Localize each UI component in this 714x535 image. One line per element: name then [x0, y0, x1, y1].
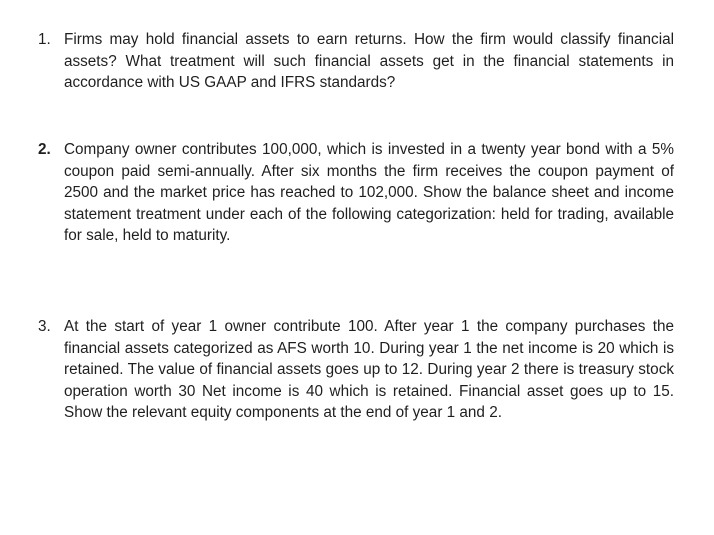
question-2-text: Company owner contributes 100,000, which is invested in a twenty year bond with a 5% coupon paid semi-annually. After six months the firm receives the coupon payment of 2500 and the market price has reached to 102,000. Show the balance sheet and income statement treatment under each of the following categorization: held for trading, available for sale, held to maturity. — [64, 141, 674, 245]
question-2 — [38, 139, 674, 247]
question-3-number: 3. — [38, 318, 51, 335]
question-3-text: At the start of year 1 owner contribute 100. After year 1 the company purchases the financial assets categorized as AFS worth 10. During year 1 the net income is 20 which is retained. The value of financial assets goes up to 12. During year 2 there is treasury stock operation worth 30 Net income is 40 which is retained. Financial asset goes up to 15. Show the relevant equity components at the end of year 1 and 2. — [64, 318, 674, 422]
question-1-text: Firms may hold financial assets to earn returns. How the firm would classify financial assets? What treatment will such financial assets get in the financial statements in accordance with US GAAP and IFRS standards? — [64, 31, 674, 92]
question-1 — [38, 29, 674, 94]
question-2-number: 2. — [38, 141, 51, 158]
question-3 — [38, 316, 674, 424]
question-1-number: 1. — [38, 31, 51, 48]
